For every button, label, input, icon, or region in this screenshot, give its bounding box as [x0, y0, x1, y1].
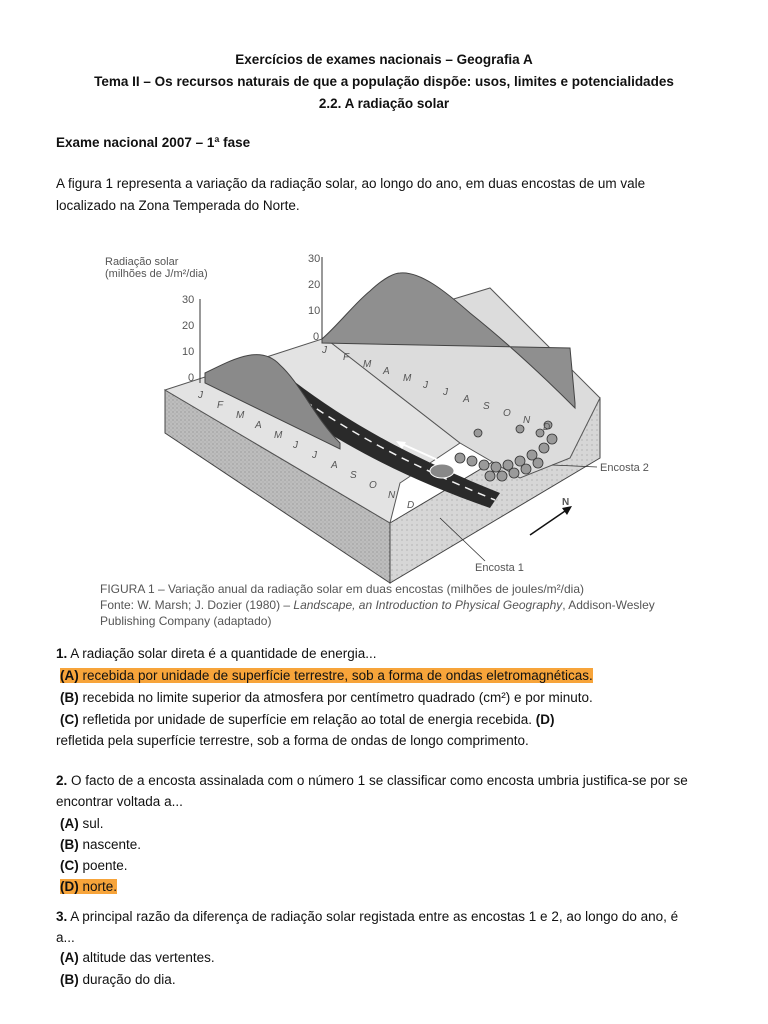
option-letter: (A) — [60, 816, 79, 831]
tick-label: 0 — [188, 372, 195, 384]
option-letter: (C) — [60, 858, 79, 873]
tick-label: 10 — [182, 346, 195, 358]
figure-caption-1 — [100, 582, 584, 596]
q1-number: 1. — [56, 646, 68, 661]
q1-stem — [56, 646, 377, 661]
encosta-1-label: Encosta 1 — [475, 562, 524, 574]
option-letter: (A) — [60, 950, 79, 965]
q2-option-c — [60, 858, 128, 873]
option-text: poente. — [78, 858, 128, 873]
tick-label: 30 — [182, 294, 195, 306]
caption-source: Fonte: W. Marsh; J. Dozier (1980) – — [100, 598, 294, 612]
q3-stem-text: A principal razão da diferença de radiação solar registada entre as encostas 1 e 2, ao longo do ano, é — [67, 909, 679, 924]
month-label: S — [483, 401, 490, 412]
option-text: refletida por unidade de superfície em relação ao total de energia recebida. — [78, 712, 536, 727]
header-line-3: 2.2. A radiação solar — [318, 96, 450, 111]
figure-caption-3: Publishing Company (adaptado) — [100, 614, 272, 628]
north-label: N — [562, 497, 570, 508]
month-label: J — [198, 390, 203, 401]
q3-option-a — [60, 950, 215, 965]
q3-stem-line-2: a... — [56, 930, 75, 945]
header-line-2: Tema II – Os recursos naturais de que a população dispõe: usos, limites e potencialidades — [94, 74, 674, 89]
option-text: recebida por unidade de superfície terrestre, sob a forma de ondas eletromagnéticas. — [78, 668, 593, 683]
month-label: O — [503, 408, 511, 419]
figure-1-valley-diagram — [100, 243, 670, 588]
car-shape — [430, 464, 454, 478]
option-letter: (A) — [60, 668, 79, 683]
q1-option-d — [56, 733, 529, 748]
option-text: refletida pela superfície terrestre, sob a forma de ondas de longo comprimento. — [56, 733, 529, 748]
header-line-1: Exercícios de exames nacionais – Geografia A — [235, 52, 533, 67]
q2-number: 2. — [56, 773, 68, 788]
month-label: A — [463, 394, 470, 405]
option-letter: (C) — [60, 712, 79, 727]
month-label: J — [322, 345, 327, 356]
month-label: A — [255, 420, 262, 431]
month-label: N — [388, 490, 396, 501]
month-label: F — [343, 352, 350, 363]
q2-option-b — [60, 837, 141, 852]
tick-label: 0 — [313, 331, 320, 343]
option-text: duração do dia. — [78, 972, 176, 987]
q2-stem — [56, 773, 688, 788]
q2-option-a — [60, 816, 104, 831]
caption-book-title: Landscape, an Introduction to Physical Geography — [293, 598, 563, 612]
north-arrow-line — [530, 509, 568, 535]
option-letter: (B) — [60, 690, 79, 705]
intro-line-2: localizado na Zona Temperada do Norte. — [56, 198, 300, 213]
month-label: N — [523, 415, 531, 426]
figure-caption-2 — [100, 598, 655, 612]
tick-label: 10 — [308, 305, 321, 317]
tick-label: 20 — [182, 320, 195, 332]
option-text: altitude das vertentes. — [78, 950, 215, 965]
option-text: norte. — [78, 879, 118, 894]
month-label: S — [350, 470, 357, 481]
q2-stem-text: O facto de a encosta assinalada com o número 1 se classificar como encosta umbria justifica-se por se — [67, 773, 688, 788]
month-label: A — [383, 366, 390, 377]
q1-option-a — [60, 668, 593, 683]
q1-option-c — [60, 712, 555, 727]
month-label: J — [293, 440, 298, 451]
month-label: M — [236, 410, 245, 421]
tick-label: 20 — [308, 279, 321, 291]
option-letter: (D) — [60, 879, 79, 894]
option-text: nascente. — [78, 837, 142, 852]
y-axis-title-1: Radiação solar — [105, 256, 179, 268]
month-label: A — [331, 460, 338, 471]
q1-option-b — [60, 690, 593, 705]
month-label: M — [403, 373, 412, 384]
option-letter: (B) — [60, 972, 79, 987]
exam-title: Exame nacional 2007 – 1ª fase — [56, 135, 251, 150]
q3-stem — [56, 909, 678, 924]
month-label: F — [217, 400, 224, 411]
month-label: J — [312, 450, 317, 461]
month-label: J — [443, 387, 448, 398]
month-label: J — [423, 380, 428, 391]
q2-option-d — [60, 879, 117, 894]
q3-option-b — [60, 972, 176, 987]
encosta-2-label: Encosta 2 — [600, 462, 649, 474]
q1-stem-text: A radiação solar direta é a quantidade de energia... — [67, 646, 377, 661]
month-label: M — [274, 430, 283, 441]
q2-stem-line-2: encontrar voltada a... — [56, 794, 183, 809]
month-label: M — [363, 359, 372, 370]
month-label: D — [543, 422, 551, 433]
option-text: recebida no limite superior da atmosfera por centímetro quadrado (cm²) e por minuto. — [78, 690, 593, 705]
option-letter: (B) — [60, 837, 79, 852]
option-letter: (D) — [535, 712, 555, 727]
encosta-2-ticks — [308, 253, 320, 343]
intro-line-1: A figura 1 representa a variação da radiação solar, ao longo do ano, em duas encostas de um vale — [56, 176, 646, 191]
month-label: O — [369, 480, 377, 491]
q3-number: 3. — [56, 909, 68, 924]
caption-1-text: FIGURA 1 – Variação anual da radiação solar em duas encostas (milhões de joules/m²/dia) — [100, 582, 585, 596]
encosta-1-ticks — [182, 294, 194, 384]
option-text: sul. — [78, 816, 104, 831]
caption-publisher: , Addison-Wesley — [562, 598, 655, 612]
month-label: D — [407, 500, 415, 511]
y-axis-title-2: (milhões de J/m²/dia) — [105, 268, 208, 280]
tick-label: 30 — [308, 253, 321, 265]
